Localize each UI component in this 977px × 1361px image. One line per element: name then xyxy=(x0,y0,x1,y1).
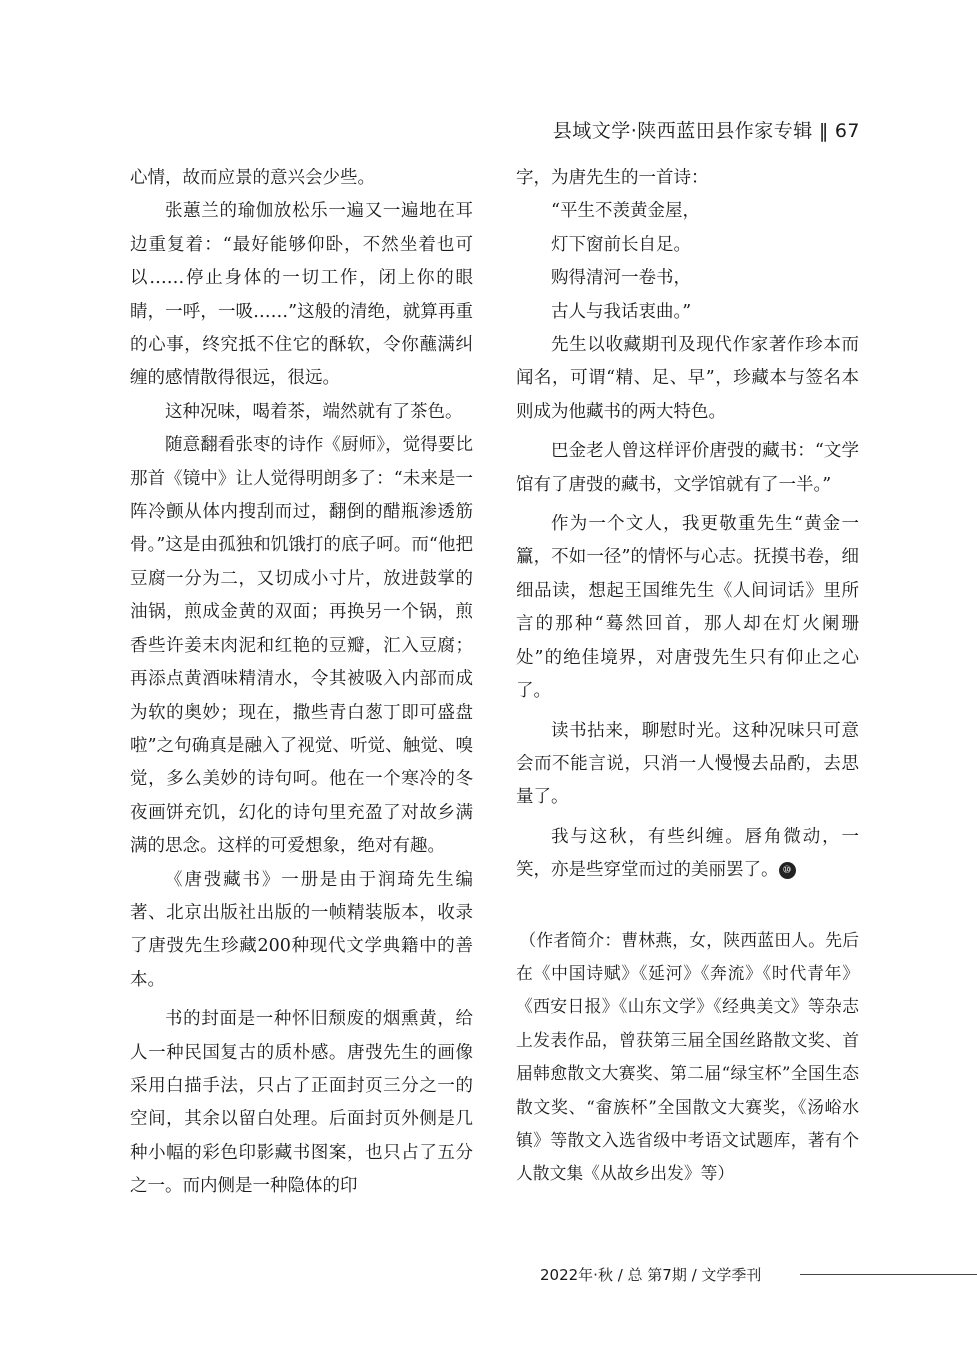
paragraph: 读书拈来，聊慰时光。这种况味只可意会而不能言说，只消一人慢慢去品酌，去思量了。 xyxy=(516,720,859,808)
poem-line: 购得清河一卷书， xyxy=(551,268,691,289)
poem-line: 古人与我话衷曲。” xyxy=(551,301,692,322)
author-bio: （作者简介：曹林燕，女，陕西蓝田人。先后在《中国诗赋》《延河》《奔流》《时代青年》《西安日报》《山东文学》《经典美文》等杂志上发表作品，曾获第三届全国丝路散文奖、首届韩愈散文大赛奖、第二届“绿宝杯”全国生态散文奖、“畲族杯”全国散文大赛奖，《汤峪水镇》等散文入选省级中考语文试题库，著有个人散文集《从故乡出发》等） xyxy=(516,929,859,1184)
paragraph: 这种况味，喝着茶，端然就有了茶色。 xyxy=(165,401,463,422)
paragraph: 先生以收藏期刊及现代作家著作珍本而闻名，可谓“精、足、早”，珍藏本与签名本则成为他藏书的两大特色。 xyxy=(516,335,859,422)
left-column xyxy=(130,162,473,1204)
paragraph: 作为一个文人，我更敬重先生“黄金一籯，不如一径”的情怀与心志。抚摸书卷，细细品读，想起王国维先生《人间词话》里所言的那种“蓦然回首，那人却在灯火阑珊处”的绝佳境界，对唐弢先生只有仰止之心了。 xyxy=(516,514,859,702)
poem-line: 灯下窗前长自足。 xyxy=(551,234,691,255)
header-separator: ‖ xyxy=(818,120,829,142)
page-number: 67 xyxy=(834,120,860,142)
end-mark-icon: ⑩ xyxy=(779,862,796,879)
footer-rule xyxy=(800,1274,977,1275)
paragraph-text: 我与这秋，有些纠缠。唇角微动，一笑，亦是些穿堂而过的美丽罢了。 xyxy=(516,826,859,881)
running-header xyxy=(553,116,860,143)
right-column xyxy=(516,162,859,1191)
paragraph: 《唐弢藏书》一册是由于润琦先生编著、北京出版社出版的一帧精装版本，收录了唐弢先生珍藏200种现代文学典籍中的善本。 xyxy=(130,869,473,990)
paragraph: 张蕙兰的瑜伽放松乐一遍又一遍地在耳边重复着：“最好能够仰卧，不然坐着也可以……停止身体的一切工作，闭上你的眼睛，一呼，一吸……”这般的清绝，就算再重的心事，终究抵不住它的酥软，令你蘸满纠缠的感情散得很远，很远。 xyxy=(130,201,473,389)
paragraph: 随意翻看张枣的诗作《厨师》，觉得要比那首《镜中》让人觉得明朗多了：“未来是一阵冷颤从体内搜刮而过，翻倒的醋瓶渗透筋骨。”这是由孤独和饥饿打的底子呵。而“他把豆腐一分为二，又切成小寸片，放进鼓掌的油锅，煎成金黄的双面；再换另一个锅，煎香些许姜末肉泥和红艳的豆瓣，汇入豆腐；再添点黄酒味精清水，令其被吸入内部而成为软的奥妙；现在，撒些青白葱丁即可盛盘啦”之句确真是融入了视觉、听觉、触觉、嗅觉，多么美妙的诗句呵。他在一个寒冷的冬夜画饼充饥，幻化的诗句里充盈了对故乡满满的思念。这样的可爱想象，绝对有趣。 xyxy=(130,435,473,857)
paragraph: 巴金老人曾这样评价唐弢的藏书：“文学馆有了唐弢的藏书，文学馆就有了一半。” xyxy=(516,441,859,495)
paragraph: 书的封面是一种怀旧颓废的烟熏黄，给人一种民国复古的质朴感。唐弢先生的画像采用白描手法，只占了正面封页三分之一的空间，其余以留白处理。后面封页外侧是几种小幅的彩色印影藏书图案，也只占了五分之一。而内侧是一种隐体的印 xyxy=(130,1009,473,1197)
paragraph: 字，为唐先生的一首诗： xyxy=(516,168,709,188)
paragraph: 心情，故而应景的意兴会少些。 xyxy=(130,168,375,188)
final-paragraph xyxy=(516,821,859,888)
poem-line: “平生不羡黄金屋， xyxy=(551,201,700,222)
header-title: 县域文学·陕西蓝田县作家专辑 xyxy=(552,120,813,142)
footer-issue: 2022年·秋 / 总 第7期 / 文学季刊 xyxy=(540,1266,762,1284)
